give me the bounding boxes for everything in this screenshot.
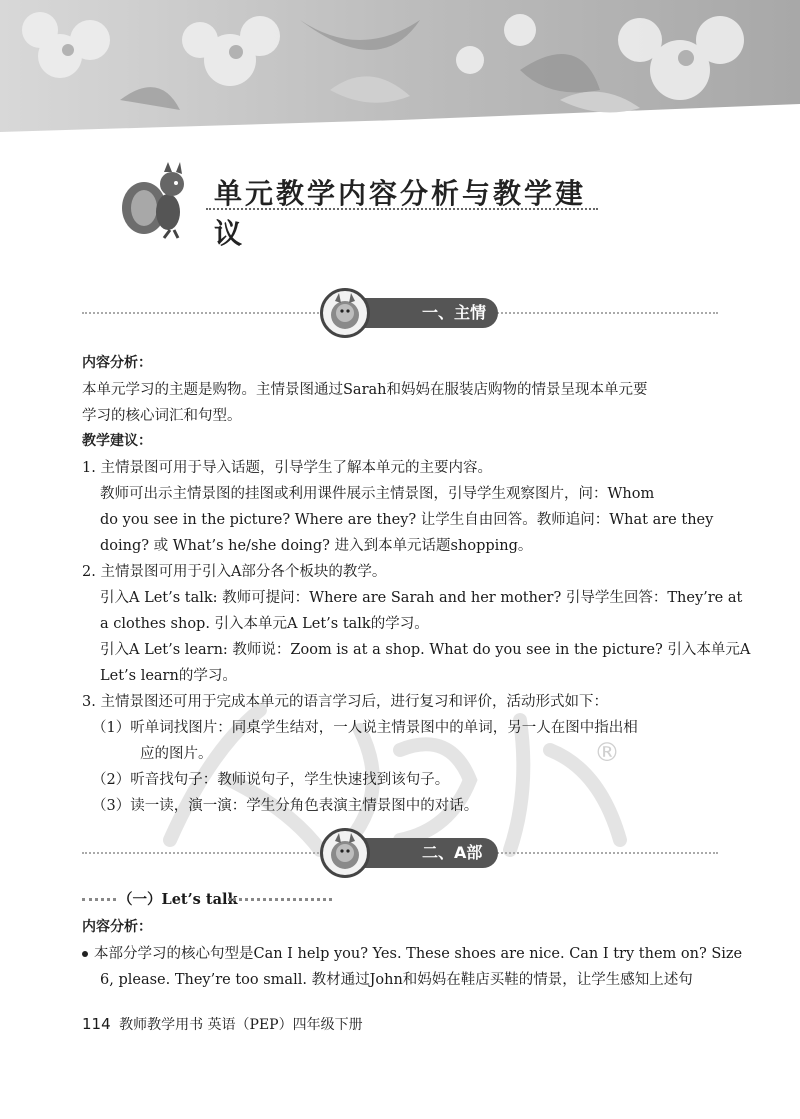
- bullet-icon: [82, 951, 88, 957]
- book-title: 教师教学用书 英语（PEP）四年级下册: [119, 1017, 363, 1033]
- bullet-text: 本部分学习的核心句型是Can I help you? Yes. These shoes are nice. Can I try them on? Size: [94, 946, 743, 962]
- unit-title-block: [118, 160, 598, 250]
- bullet-text-line: 6, please. They’re too small. 教材通过John和妈妈在鞋店买鞋的情景，让学生感知上述句: [100, 972, 693, 988]
- page-number: 114: [82, 1015, 111, 1033]
- section-mascot-icon: [320, 288, 370, 338]
- suggestion-text-line: 教师可出示主情景图的挂图或利用课件展示主情景图，引导学生观察图片，问：Whom: [100, 486, 655, 502]
- unit-title: 单元教学内容分析与教学建议: [214, 177, 587, 250]
- registered-mark: ®: [594, 738, 620, 768]
- section-mascot-icon: [320, 828, 370, 878]
- analysis-text-line: 本单元学习的主题是购物。主情景图通过Sarah和妈妈在服装店购物的情景呈现本单元要: [82, 382, 648, 398]
- section-bar-main-scene: [82, 288, 718, 352]
- activity-item-3: （3）读一读，演一演：学生分角色表演主情景图中的对话。: [92, 798, 479, 814]
- squirrel-mascot-icon: [118, 160, 198, 240]
- suggestion-text-line: doing? 或 What’s he/she doing? 进入到本单元话题shopping。: [100, 538, 533, 554]
- header-floral-banner: [0, 0, 800, 132]
- suggestion-item-3: 3. 主情景图还可用于完成本单元的语言学习后，进行复习和评价，活动形式如下：: [82, 694, 608, 710]
- suggestion-text-line: 引入A Let’s talk: 教师可提问：Where are Sarah and her mother? 引导学生回答：They’re at: [100, 590, 743, 606]
- subsection-rule-right: [228, 898, 332, 901]
- suggestion-item-1: 1. 主情景图可用于导入话题，引导学生了解本单元的主要内容。: [82, 460, 492, 476]
- activity-item-2: （2）听音找句子：教师说句子，学生快速找到该句子。: [92, 772, 450, 788]
- activity-item-1: （1）听单词找图片：同桌学生结对，一人说主情景图中的单词，另一人在图中指出相: [92, 720, 638, 736]
- activity-item-1-cont: 应的图片。: [140, 746, 213, 762]
- title-underline: [206, 208, 598, 210]
- section-title-part-a: 二、A部分: [350, 838, 498, 868]
- analysis-heading: 内容分析：: [82, 919, 152, 935]
- page-footer: [82, 1014, 363, 1034]
- suggestion-text-line: 引入A Let’s learn: 教师说：Zoom is at a shop. What do you see in the picture? 引入本单元A: [100, 642, 751, 658]
- bullet-item: [82, 942, 742, 963]
- subsection-heading-lets-talk: [82, 888, 722, 910]
- analysis-text-line: 学习的核心词汇和句型。: [82, 408, 242, 424]
- suggestion-text-line: a clothes shop. 引入本单元A Let’s talk的学习。: [100, 616, 429, 632]
- suggestion-text-line: Let’s learn的学习。: [100, 668, 237, 684]
- suggestion-item-2: 2. 主情景图可用于引入A部分各个板块的教学。: [82, 564, 387, 580]
- section-title-main-scene: 一、主情景图: [350, 298, 498, 328]
- subsection-title: （一）Let’s talk: [118, 891, 238, 908]
- subsection-rule-left: [82, 898, 116, 901]
- analysis-heading: 内容分析：: [82, 355, 152, 371]
- suggestion-heading: 教学建议：: [82, 433, 152, 449]
- suggestion-text-line: do you see in the picture? Where are they? 让学生自由回答。教师追问：What are they: [100, 512, 714, 528]
- section-bar-part-a: [82, 828, 718, 892]
